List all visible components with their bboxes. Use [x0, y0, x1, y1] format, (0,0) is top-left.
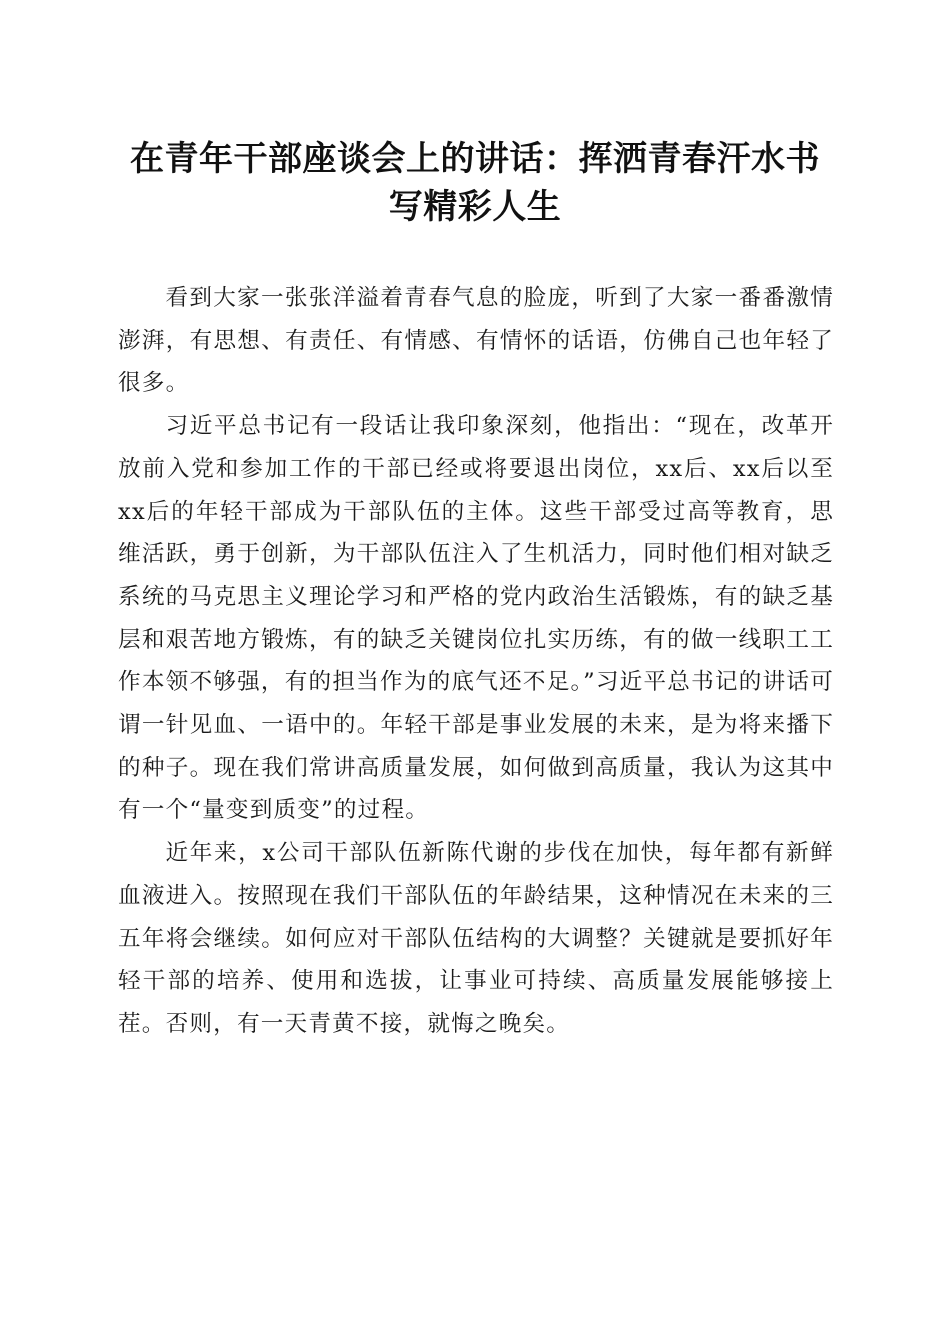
paragraph-1: 看到大家一张张洋溢着青春气息的脸庞，听到了大家一番番激情澎湃，有思想、有责任、有情感、有情怀的话语，仿佛自己也年轻了很多。 [118, 285, 834, 397]
paragraph-3: 近年来，x公司干部队伍新陈代谢的步伐在加快，每年都有新鲜血液进入。按照现在我们干部队伍的年龄结果，这种情况在未来的三五年将会继续。如何应对干部队伍结构的大调整？关键就是要抓好年轻干部的培养、使用和选拔，让事业可持续、高质量发展能够接上茬。否则，有一天青黄不接，就悔之晚矣。 [118, 840, 834, 1037]
document-body [118, 277, 834, 1046]
document-title: 在青年干部座谈会上的讲话：挥洒青春汗水书写精彩人生 [130, 139, 820, 227]
paragraph-2: 习近平总书记有一段话让我印象深刻，他指出：“现在，改革开放前入党和参加工作的干部已经或将要退出岗位，xx后、xx后以至xx后的年轻干部成为干部队伍的主体。这些干部受过高等教育，思维活跃，勇于创新，为干部队伍注入了生机活力，同时他们相对缺乏系统的马克思主义理论学习和严格的党内政治生活锻炼，有的缺乏基层和艰苦地方锻炼，有的缺乏关键岗位扎实历练，有的做一线职工工作本领不够强，有的担当作为的底气还不足。”习近平总书记的讲话可谓一针见血、一语中的。年轻干部是事业发展的未来，是为将来播下的种子。现在我们常讲高质量发展，如何做到高质量，我认为这其中有一个“量变到质变”的过程。 [118, 413, 834, 824]
